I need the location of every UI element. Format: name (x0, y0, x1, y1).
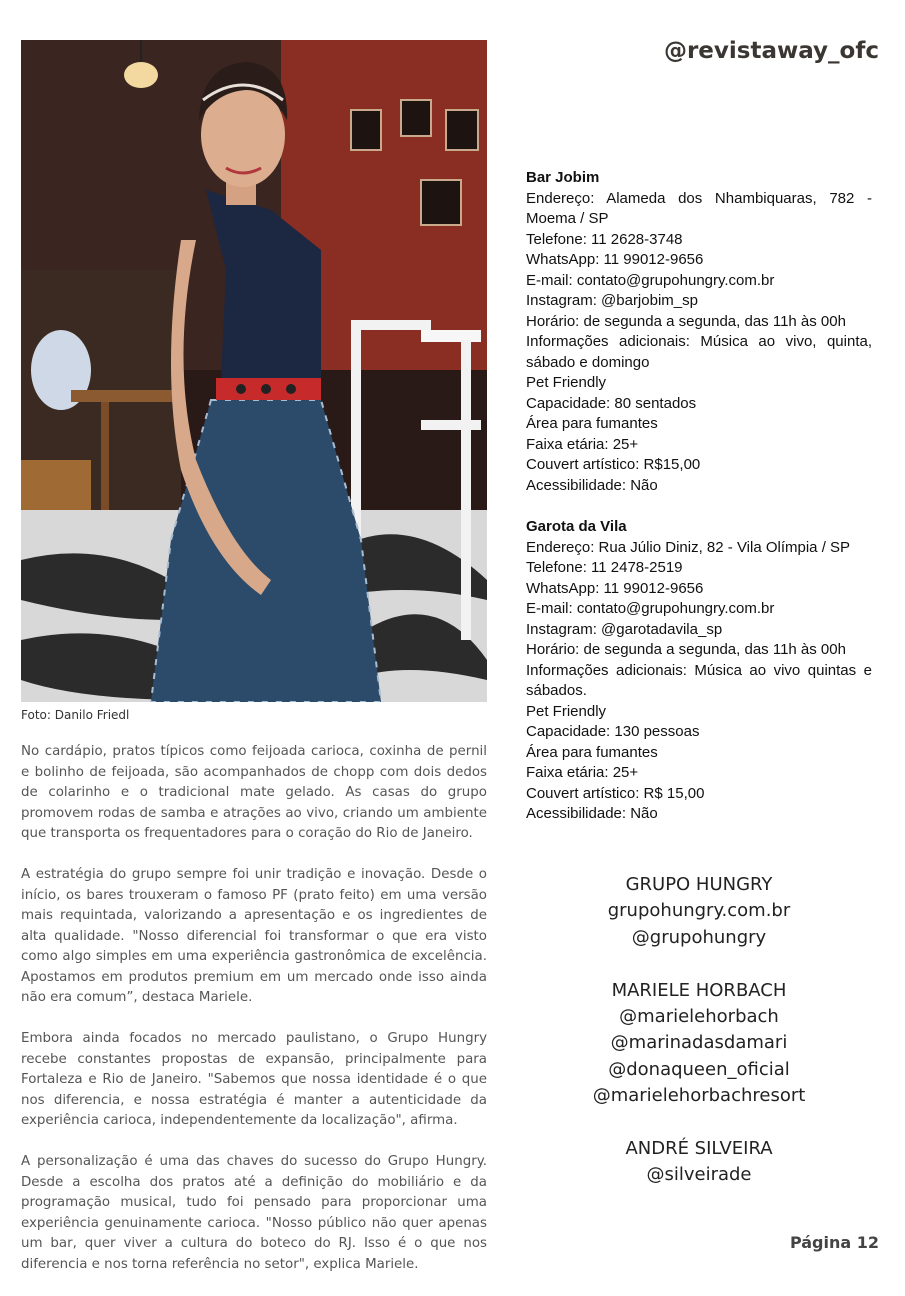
contact-handle: @donaqueen_oficial (608, 1058, 790, 1080)
venue-pet: Pet Friendly (526, 374, 607, 391)
photo-caption: Foto: Danilo Friedl (21, 708, 130, 722)
article-body (21, 742, 487, 1296)
contact-handle: @marielehorbach (619, 1006, 779, 1028)
contact-handle: @marielehorbachresort (592, 1085, 806, 1107)
contact-heading: MARIELE HORBACH (611, 979, 787, 1001)
venue-capacity: Capacidade: 130 pessoas (526, 723, 700, 740)
venue-capacity: Capacidade: 80 sentados (526, 394, 697, 412)
venue-email: E-mail: contato@grupohungry.com.br (526, 600, 775, 617)
venue-instagram: Instagram: @garotadavila_sp (526, 620, 723, 638)
venue-info: Informações adicionais: Música ao vivo, quinta, sábado e domingo (526, 333, 872, 371)
venue-couvert: Couvert artístico: R$ 15,00 (526, 784, 705, 802)
contact-handle: @silveirade (646, 1164, 752, 1186)
article-paragraph: A estratégia do grupo sempre foi unir tradição e inovação. Desde o início, os bares trouxeram o famoso PF (prato feito) em uma versão mais requintada, valorizando a apresentação e os ingredientes de alta qualidade. "Nosso diferencial foi transformar o que era visto como algo simples em uma experiência gastronômica de excelência. Apostamos em produtos premium em um mercado onde isso ainda não era comum”, destaca Mariele. (21, 867, 487, 1005)
venue-whatsapp: WhatsApp: 11 99012-9656 (526, 251, 704, 268)
venue-name: Garota da Vila (526, 518, 627, 535)
article-paragraph: A personalização é uma das chaves do sucesso do Grupo Hungry. Desde a escolha dos pratos até a definição do mobiliário e da programação musical, tudo foi pensado para proporcionar uma experiência genuinamente carioca. "Nosso público não quer apenas um bar, quer viver a cultura do boteco do RJ. Isso é o que nos diferencia e nos torna referência no setor", explica Mariele. (21, 1154, 487, 1272)
page-number: Página 12 (789, 1233, 879, 1252)
venue-address: Endereço: Alameda dos Nhambiquaras, 782 - Moema / SP (526, 189, 872, 227)
venue-whatsapp: WhatsApp: 11 99012-9656 (526, 579, 704, 597)
venue-garota-da-vila (526, 517, 872, 825)
venue-info: Informações adicionais: Música ao vivo quintas e sábados. (526, 661, 872, 699)
venue-accessibility: Acessibilidade: Não (526, 476, 658, 494)
portrait-illustration (21, 40, 487, 702)
venue-accessibility: Acessibilidade: Não (526, 805, 658, 822)
venue-pet: Pet Friendly (526, 702, 607, 720)
contact-group-mariele-horbach (526, 978, 872, 1110)
venue-smoking: Área para fumantes (526, 743, 658, 761)
venue-address: Endereço: Rua Júlio Diniz, 82 - Vila Olímpia / SP (526, 538, 851, 556)
venue-smoking: Área para fumantes (526, 415, 658, 432)
venue-phone: Telefone: 11 2628-3748 (526, 230, 683, 248)
venue-hours: Horário: de segunda a segunda, das 11h às 00h (526, 641, 846, 658)
venue-bar-jobim (526, 168, 872, 496)
venue-name: Bar Jobim (526, 169, 600, 186)
magazine-handle: @revistaway_ofc (663, 38, 879, 64)
venue-email: E-mail: contato@grupohungry.com.br (526, 271, 775, 289)
venue-couvert: Couvert artístico: R$15,00 (526, 456, 701, 473)
contact-handle: @marinadasdamari (610, 1032, 788, 1054)
venue-hours: Horário: de segunda a segunda, das 11h às 00h (526, 312, 846, 330)
article-paragraph: No cardápio, pratos típicos como feijoada carioca, coxinha de pernil e bolinho de feijoada, são acompanhados de chopp com dois dedos de colarinho e o tradicional mate gelado. As casas do grupo promovem rodas de samba e atrações ao vivo, criando um ambiente que transporta os frequentadores para o coração do Rio de Janeiro. (21, 744, 487, 841)
portrait-photo (21, 40, 487, 702)
contact-group-grupo-hungry (526, 872, 872, 951)
venue-instagram: Instagram: @barjobim_sp (526, 292, 698, 309)
contact-website: grupohungry.com.br (607, 900, 791, 922)
contact-heading: GRUPO HUNGRY (625, 874, 773, 895)
contact-group-andre-silveira (526, 1136, 872, 1189)
contact-heading: ANDRÉ SILVEIRA (625, 1138, 773, 1160)
venue-age: Faixa etária: 25+ (526, 764, 639, 781)
article-paragraph: Embora ainda focados no mercado paulistano, o Grupo Hungry recebe constantes propostas de expansão, principalmente para Fortaleza e Rio de Janeiro. "Sabemos que nossa identidade é o que nos diferencia, e nossa estratégia é manter a autenticidade da experiência carioca, independentemente da localização", afirma. (21, 1031, 487, 1128)
venue-age: Faixa etária: 25+ (526, 435, 639, 453)
contacts-block (526, 872, 872, 1215)
venue-phone: Telefone: 11 2478-2519 (526, 559, 683, 576)
contact-handle: @grupohungry (631, 926, 767, 948)
